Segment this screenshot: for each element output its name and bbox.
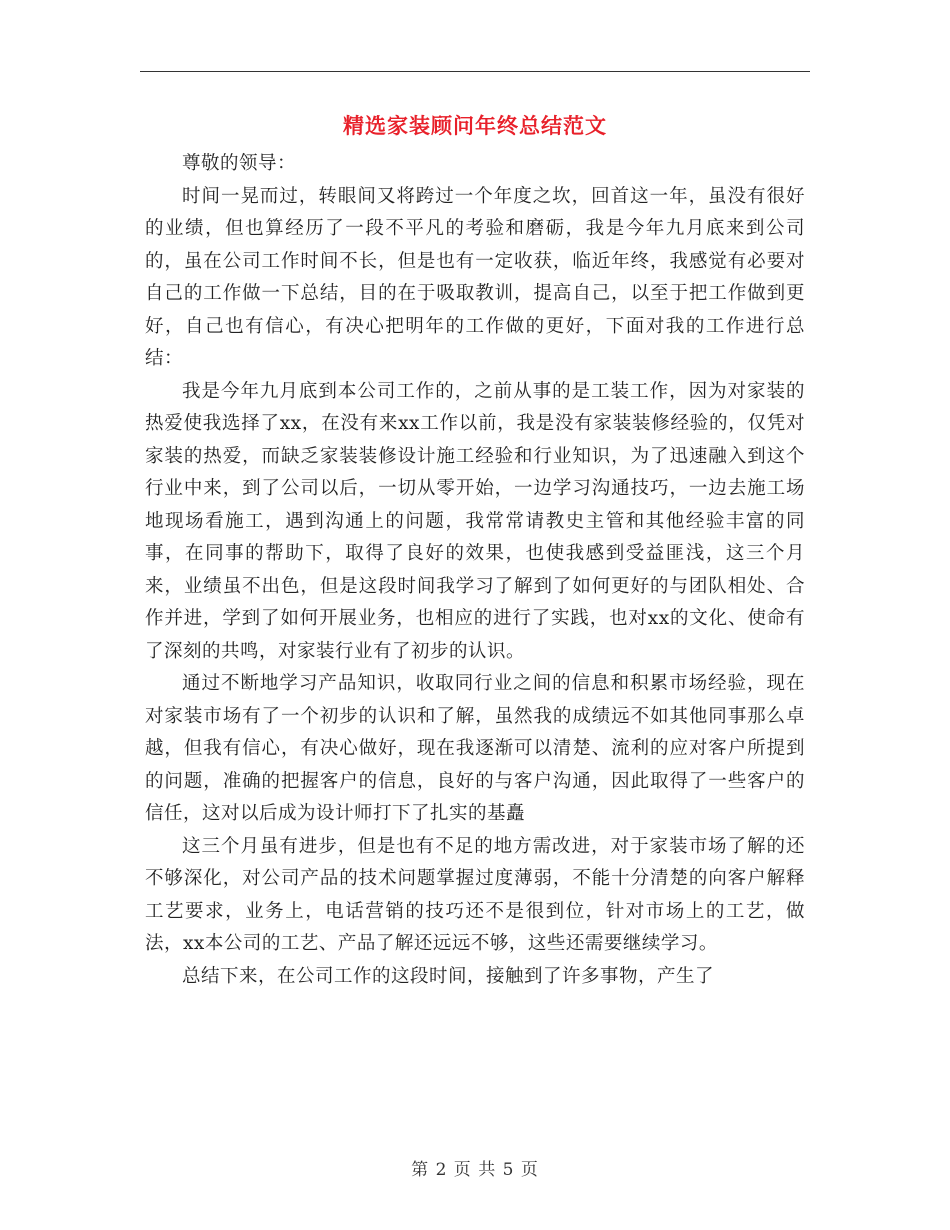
paragraph: 时间一晃而过，转眼间又将跨过一个年度之坎，回首这一年，虽没有很好的业绩，但也算经历了一段不平凡的考验和磨砺，我是今年九月底来到公司的，虽在公司工作时间不长，但是也有一定收获，临近年终，我感觉有必要对自己的工作做一下总结，目的在于吸取教训，提高自己，以至于把工作做到更好，自己也有信心，有决心把明年的工作做的更好，下面对我的工作进行总结：	[145, 185, 805, 369]
salutation: 尊敬的领导：	[182, 153, 297, 174]
document-title: 精选家装顾问年终总结范文	[343, 113, 607, 138]
paragraph: 我是今年九月底到本公司工作的，之前从事的是工装工作，因为对家装的热爱使我选择了xx，在没有来xx工作以前，我是没有家装装修经验的，仅凭对家装的热爱，而缺乏家装装修设计施工经验和行业知识，为了迅速融入到这个行业中来，到了公司以后，一切从零开始，一边学习沟通技巧，一边去施工场地现场看施工，遇到沟通上的问题，我常常请教史主管和其他经验丰富的同事，在同事的帮助下，取得了良好的效果，也使我感到受益匪浅，这三个月来，业绩虽不出色，但是这段时间我学习了解到了如何更好的与团队相处、合作并进，学到了如何开展业务，也相应的进行了实践，也对xx的文化、使命有了深刻的共鸣，对家装行业有了初步的认识。	[145, 380, 805, 662]
header-rule	[140, 71, 810, 72]
paragraph: 总结下来，在公司工作的这段时间，接触到了许多事物，产生了	[182, 965, 715, 987]
page-number: 第 2 页 共 5 页	[411, 1160, 539, 1180]
document-body	[145, 148, 805, 993]
paragraph: 通过不断地学习产品知识，收取同行业之间的信息和积累市场经验，现在对家装市场有了一个初步的认识和了解，虽然我的成绩远不如其他同事那么卓越，但我有信心，有决心做好，现在我逐渐可以清楚、流利的应对客户所提到的问题，准确的把握客户的信息，良好的与客户沟通，因此取得了一些客户的信任，这对以后成为设计师打下了扎实的基矗	[145, 673, 805, 824]
paragraph: 这三个月虽有进步，但是也有不足的地方需改进，对于家装市场了解的还不够深化，对公司产品的技术问题掌握过度薄弱，不能十分清楚的向客户解释工艺要求，业务上，电话营销的技巧还不是很到位，针对市场上的工艺，做法，xx本公司的工艺、产品了解还远远不够，这些还需要继续学习。	[145, 835, 805, 954]
